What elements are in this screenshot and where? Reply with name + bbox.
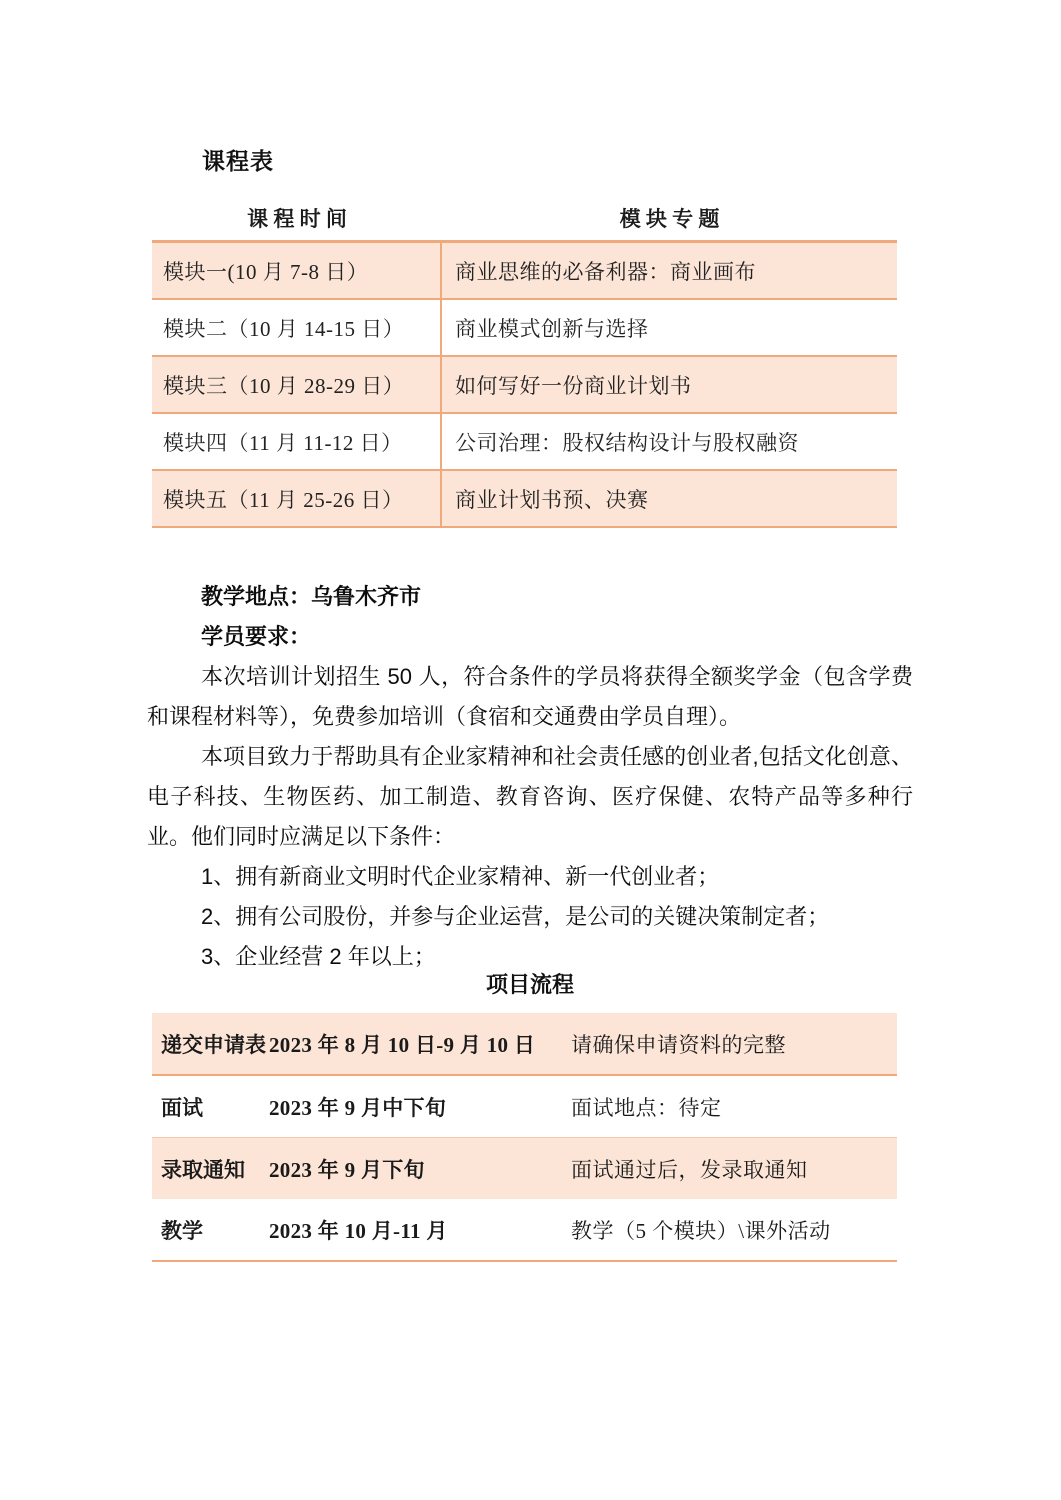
paragraph-target-audience: 本项目致力于帮助具有企业家精神和社会责任感的创业者,包括文化创意、电子科技、生物医药、加工制造、教育咨询、医疗保健、农特产品等多种行业。他们同时应满足以下条件： (147, 744, 913, 849)
process-stage-cell: 面试 (161, 1096, 203, 1120)
condition-item: 3、企业经营 2 年以上； (201, 944, 436, 969)
paragraph-scholarship: 本次培训计划招生 50 人，符合条件的学员将获得全额奖学金（包含学费和课程材料等），免费参加培训（食宿和交通费由学员自理）。 (147, 664, 913, 729)
process-stage-cell: 教学 (161, 1219, 203, 1243)
process-date-cell: 2023 年 9 月中下旬 (269, 1095, 447, 1120)
condition-item: 2、拥有公司股份，并参与企业运营，是公司的关键决策制定者； (201, 904, 830, 929)
process-note-cell: 面试通过后，发录取通知 (571, 1157, 808, 1182)
body-text (147, 577, 913, 977)
process-note-cell: 教学（5 个模块）\课外活动 (571, 1218, 831, 1243)
teaching-location-line: 教学地点：乌鲁木齐市 (201, 584, 422, 609)
schedule-header-topic: 模 块 专 题 (619, 207, 720, 231)
process-note-cell: 请确保申请资料的完整 (571, 1032, 786, 1057)
module-topic-cell: 商业模式创新与选择 (455, 316, 649, 341)
module-time-cell: 模块三（10 月 28-29 日） (152, 357, 442, 412)
table-row (152, 1076, 897, 1137)
table-row (152, 1013, 897, 1076)
module-time-cell: 模块二（10 月 14-15 日） (152, 300, 442, 355)
process-date-cell: 2023 年 8 月 10 日-9 月 10 日 (269, 1032, 536, 1057)
module-time-cell: 模块四（11 月 11-12 日） (152, 414, 442, 469)
schedule-header-time: 课 程 时 间 (247, 207, 347, 231)
table-row (152, 357, 897, 414)
module-topic-cell: 商业思维的必备利器：商业画布 (455, 259, 756, 284)
schedule-table (152, 240, 897, 528)
process-date-cell: 2023 年 9 月下旬 (269, 1157, 425, 1182)
process-stage-cell: 递交申请表 (161, 1033, 266, 1057)
schedule-table-header (152, 196, 897, 240)
table-row (152, 1137, 897, 1199)
student-requirements-label: 学员要求： (201, 624, 312, 649)
page-title: 课程表 (202, 148, 274, 174)
process-date-cell: 2023 年 10 月-11 月 (269, 1218, 448, 1243)
process-stage-cell: 录取通知 (161, 1158, 245, 1182)
module-time-cell: 模块五（11 月 25-26 日） (152, 471, 442, 526)
process-table (152, 1013, 897, 1262)
process-section-title: 项目流程 (485, 972, 574, 997)
table-row (152, 1199, 897, 1262)
process-note-cell: 面试地点：待定 (571, 1095, 722, 1120)
table-row (152, 300, 897, 357)
condition-item: 1、拥有新商业文明时代企业家精神、新一代创业者； (201, 864, 720, 889)
module-topic-cell: 商业计划书预、决赛 (455, 487, 649, 512)
table-row (152, 471, 897, 528)
module-time-cell: 模块一(10 月 7-8 日） (152, 243, 442, 298)
table-row (152, 243, 897, 300)
module-topic-cell: 如何写好一份商业计划书 (455, 373, 692, 398)
table-row (152, 414, 897, 471)
module-topic-cell: 公司治理：股权结构设计与股权融资 (455, 430, 799, 455)
